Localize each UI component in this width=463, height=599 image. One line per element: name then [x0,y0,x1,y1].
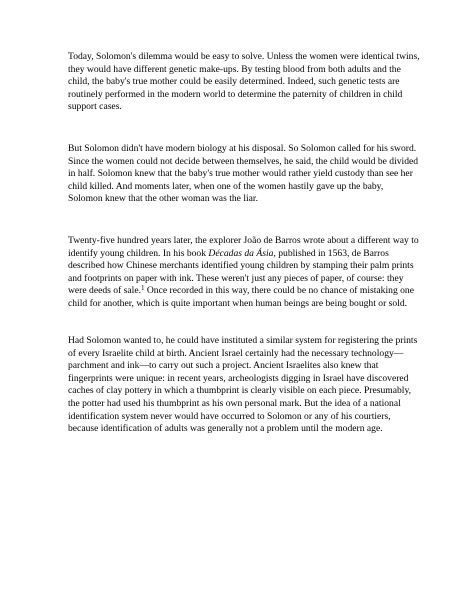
footnote-link[interactable]: 1 [140,284,145,293]
book-title: Décadas da Ásia, [208,247,276,259]
paragraph-israelite-prints: Had Solomon wanted to, he could have instituted a similar system for registering the prints of every Israelite child at birth. Ancient Israel certainly had the necessary technology—parchment and ink—to carry out such a project. Ancient Israelites also knew that fingerprints were unique: in recent years, archeologists digging in Israel have discovered caches of clay pottery in which a thumbprint is clearly visible on each piece. Presumably, the potter had used his thumbprint as his own personal mark. But the idea of a national identification system never would have occurred to Solomon or any of his courtiers, because identification of adults was generally not a problem until the modern age. [68,335,418,435]
paragraph-solomon-sword: But Solomon didn't have modern biology at his disposal. So Solomon called for his sword. Since the women could not decide between themselves, he said, the child would be divided in half. Solomon knew that the baby's true mother would rather yield custody than see her child killed. And moments later, when one of the women hastily gave up the baby, Solomon knew that the other woman was the liar. [68,143,419,205]
paragraph-genetic-testing: Today, Solomon's dilemma would be easy to solve. Unless the women were identical twins, they would have different genetic make-ups. By testing blood from both adults and the child, the baby's true mother could be easily determined. Indeed, such genetic tests are routinely performed in the modern world to determine the paternity of children in child support cases. [68,51,420,113]
paragraph-joao-de-barros [68,235,420,311]
paragraph-text-segment: Twenty-five hundred years later, the explorer João de Barros wrote about a different way to identify young children. In his book [68,235,419,259]
paragraph-text-segment: Once recorded in this way, there could be no chance of mistaking one child for another, which is quite important when human beings are being bought or sold. [68,285,414,309]
paragraph-text-segment: published in 1563, de Barros described how Chinese merchants identified young children by stamping their palm prints and footprints on paper with ink. These weren't just any pieces of paper, of course: they were deeds of sale. [68,247,414,297]
